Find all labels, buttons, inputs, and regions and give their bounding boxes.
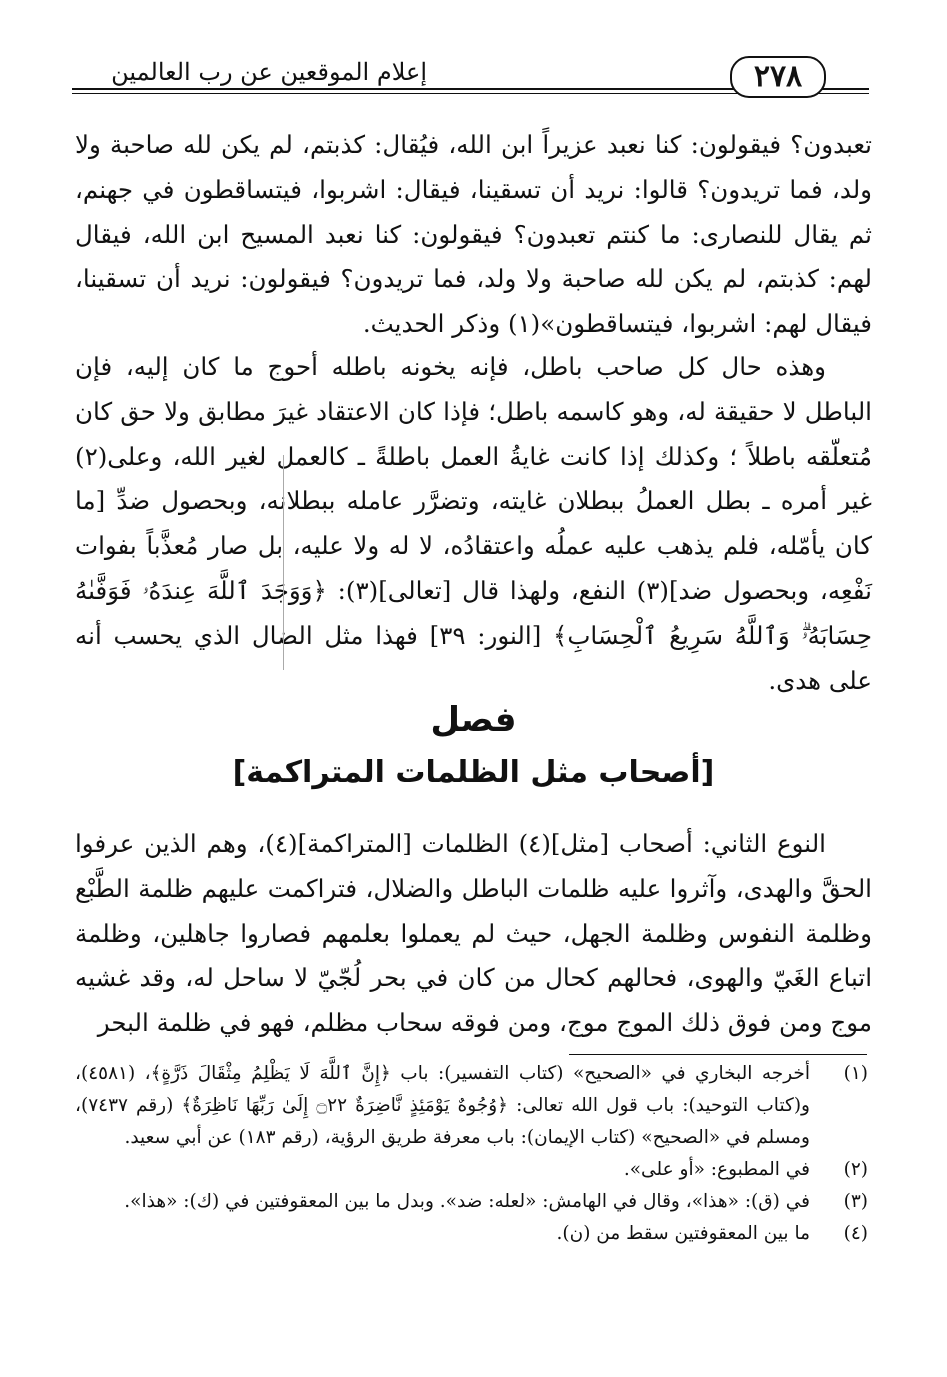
footnote-separator <box>569 1054 867 1055</box>
footnote-number: (٢) <box>843 1159 868 1180</box>
paragraph-darkness <box>75 822 872 1046</box>
paragraph-text: النوع الثاني: أصحاب [مثل](٤) الظلمات [المتراكمة](٤)، وهم الذين عرفوا الحقَّ والهدى، وآثروا عليه ظلمات الباطل والضلال، فتراكمت عليهم ظلمة الطَّبْع وظلمة النفوس وظلمة الجهل، حيث لم يعملوا بعلمهم فصاروا جاهلين، وظلمة اتباع الغَيّ والهوى، فحالهم كحال من كان في بحر لُجّيّ لا ساحل له، وقد غشيه موج ومن فوق ذلك الموج موج، ومن فوقه سحاب مظلم، فهو في ظلمة البحر <box>75 829 872 1038</box>
paragraph-falsehood <box>75 345 872 703</box>
running-head-title: إعلام الموقعين عن رب العالمين <box>111 58 427 86</box>
paragraph-text: وهذه حال كل صاحب باطل، فإنه يخونه باطله أحوج ما كان إليه، فإن الباطل لا حقيقة له، وهو كاسمه باطل؛ فإذا كان الاعتقاد غيرَ مطابق ولا حق كان مُتعلّقه باطلاً ؛ وكذلك إذا كانت غايةُ العمل باطلةً ـ كالعمل لغير الله، وعلى(٢) غير أمره ـ بطل العملُ ببطلان غايته، وتضرَّر عامله ببطلانه، وبحصول ضدِّ [ما كان يأمّله، فلم يذهب عليه عملُه واعتقادُه، لا له ولا عليه، بل صار مُعذَّباً بفوات نَفْعِه، وبحصول ضد](٣) النفع، ولهذا قال [تعالى](٣): ﴿وَوَجَدَ ٱللَّهَ عِندَهُۥ فَوَفَّىٰهُ حِسَابَهُۥۗ وَٱللَّهُ سَرِيعُ ٱلْحِسَابِ﴾ [النور: ٣٩] فهذا مثل الضال الذي يحسب أنه على هدى. <box>75 352 872 695</box>
footnote-item <box>75 1154 872 1186</box>
page-number: ٢٧٨ <box>730 56 826 98</box>
footnote-number: (٣) <box>843 1191 868 1212</box>
section-heading: فصل <box>430 700 517 740</box>
scan-margin-mark <box>283 455 284 670</box>
footnote-text: أخرجه البخاري في «الصحيح» (كتاب التفسير): باب ﴿إِنَّ ٱللَّهَ لَا يَظْلِمُ مِثْقَالَ ذَرَّةٍ﴾، (٤٥٨١)، و(كتاب التوحيد): باب قول الله تعالى: ﴿وُجُوهٌ يَوْمَئِذٍ نَّاضِرَةٌ ۝٢٢ إِلَىٰ رَبِّهَا نَاظِرَةٌ﴾ (رقم ٧٤٣٧)، ومسلم في «الصحيح» (كتاب الإيمان): باب معرفة طريق الرؤية، (رقم ١٨٣) عن أبي سعيد. <box>75 1063 810 1148</box>
footnote-number: (٤) <box>843 1223 868 1244</box>
footnote-item <box>75 1058 872 1154</box>
footnote-item <box>75 1186 872 1218</box>
footnotes <box>75 1058 872 1250</box>
footnote-text: في المطبوع: «أو على». <box>623 1159 810 1180</box>
paragraph-continuation: تعبدون؟ فيقولون: كنا نعبد عزيراً ابن الله، فيُقال: كذبتم، لم يكن لله صاحبة ولا ولد، فما تريدون؟ قالوا: نريد أن تسقينا، فيقال: اشربوا، فيتساقطون في جهنم، ثم يقال للنصارى: ما كنتم تعبدون؟ فيقولون: كنا نعبد المسيح ابن الله، فيقال لهم: كذبتم، لم يكن لله صاحبة ولا ولد، فما تريدون؟ فيقولون: نريد أن تسقينا، فيقال لهم: اشربوا، فيتساقطون»(١) وذكر الحديث. <box>75 130 872 339</box>
footnote-item <box>75 1218 872 1250</box>
footnote-text: في (ق): «هذا»، وقال في الهامش: «لعله: ضد». وبدل ما بين المعقوفتين في (ك): «هذا». <box>124 1191 810 1212</box>
footnote-text: ما بين المعقوفتين سقط من (ن). <box>556 1223 810 1244</box>
footnote-number: (١) <box>843 1063 868 1084</box>
section-subheading: [أصحاب مثل الظلمات المتراكمة] <box>232 755 715 790</box>
